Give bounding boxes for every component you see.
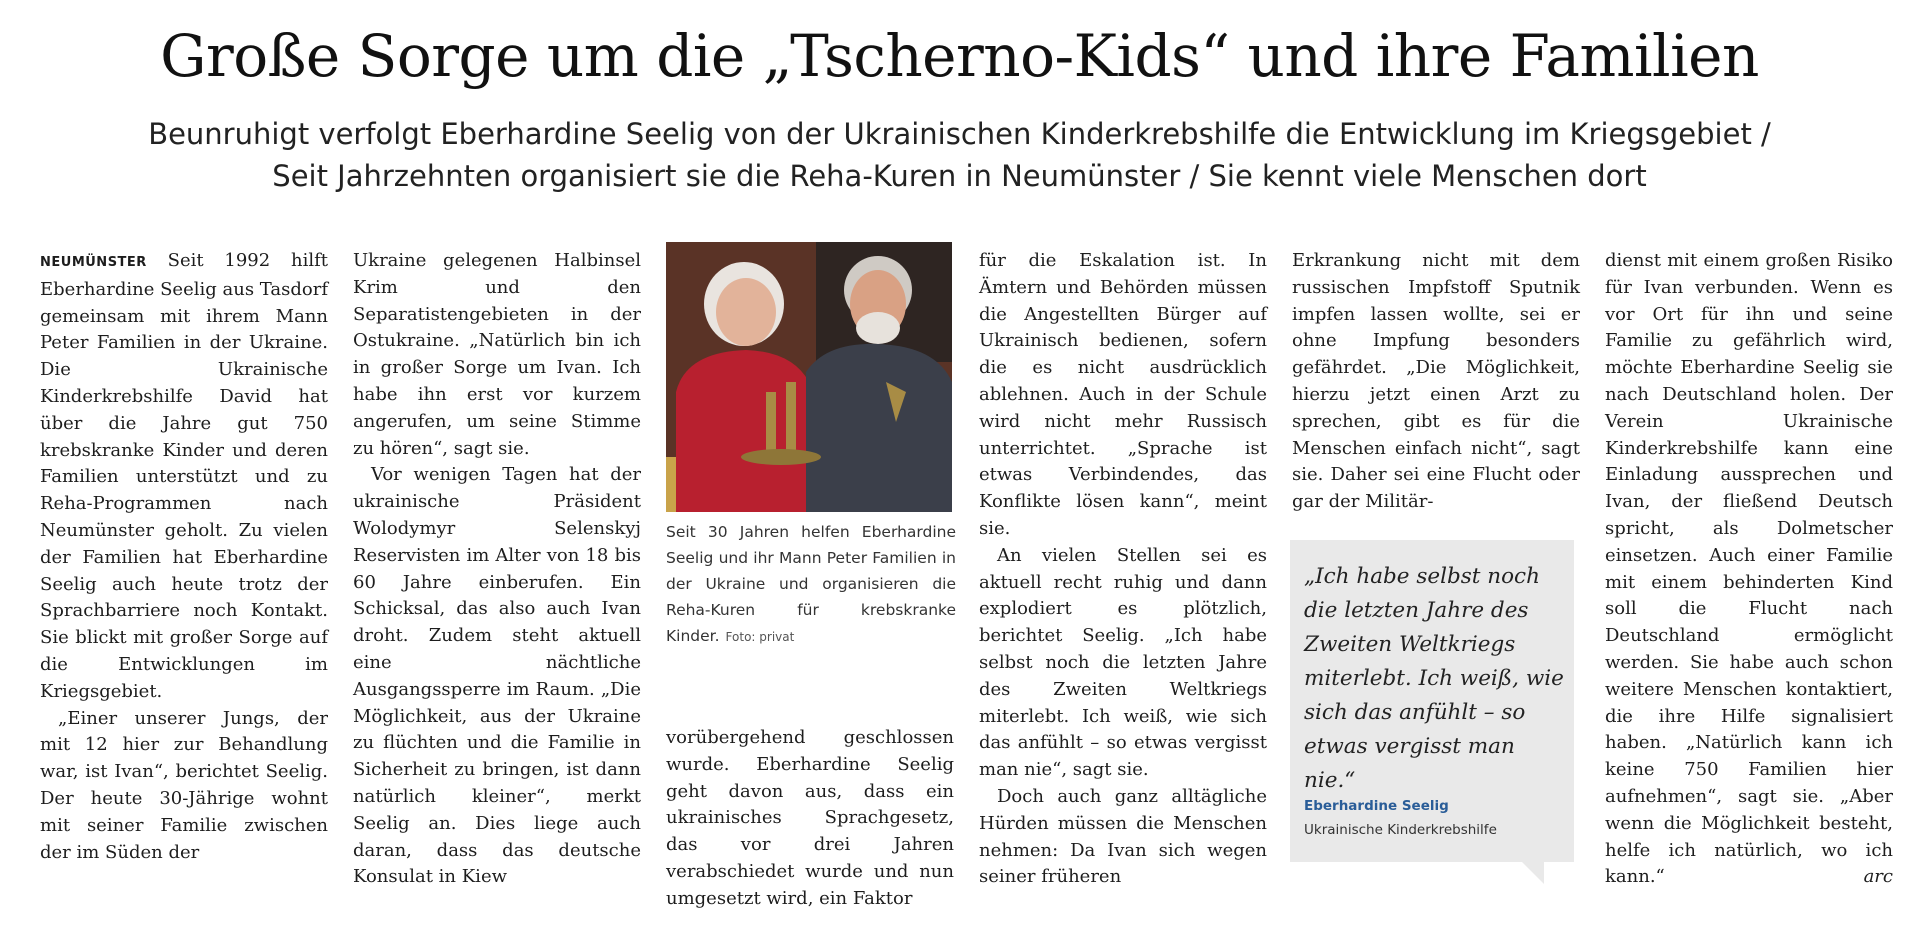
paragraph: Erkrankung nicht mit dem russischen Impfstoff Sputnik impfen lassen wollte, sei er ohne Impfung besonders gefährdet. „Die Möglichkeit, hierzu jetzt einen Arzt zu sprechen, gibt es für die Menschen einfach nicht“, sagt sie. Daher sei eine Flucht oder gar der Militär- — [1292, 250, 1580, 513]
article-column-2 — [353, 248, 641, 891]
article-column-6 — [1605, 248, 1893, 891]
paragraph: Ukraine gelegenen Halbinsel Krim und den Separatistengebieten in der Ostukraine. „Natürlich bin ich in großer Sorge um Ivan. Ich habe ihn erst vor kurzem angerufen, um seine Stimme zu hören“, sagt sie. — [353, 250, 641, 459]
article-column-1 — [40, 248, 328, 866]
paragraph: vorübergehend geschlossen wurde. Eberhardine Seelig geht davon aus, dass ein ukrainisches Sprachgesetz, das vor drei Jahren verabschiedet wurde und nun umgesetzt wird, ein Faktor — [666, 727, 954, 909]
quote-text: „Ich habe selbst noch die letzten Jahre des Zweiten Weltkriegs miterlebt. Ich weiß, wie sich das anfühlt – so etwas vergisst man nie.“ — [1304, 564, 1564, 793]
pull-quote — [1290, 540, 1574, 862]
photo-caption — [666, 519, 956, 650]
article-column-4 — [979, 248, 1267, 891]
paragraph — [1605, 248, 1893, 891]
article-column-3 — [666, 725, 954, 913]
paragraph-text: dienst mit einem großen Risiko für Ivan verbunden. Wenn es vor Ort für ihn und seine Familie zu gefährlich wird, möchte Eberhardine Seelig sie nach Deutschland holen. Der Verein Ukrainische Kinderkrebshilfe kann eine Einladung aussprechen und Ivan, der fließend Deutsch spricht, als Dolmetscher einsetzen. Auch einer Familie mit einem behinderten Kind soll die Flucht nach Deutschland ermöglicht werden. Sie habe auch schon weitere Menschen kontaktiert, die ihre Hilfe signalisiert haben. „Natürlich kann ich keine 750 Familien hier aufnehmen“, sagt sie. „Aber wenn die Möglichkeit besteht, helfe ich natürlich, wo ich kann.“ — [1605, 250, 1893, 888]
article-photo — [666, 242, 952, 512]
quote-author: Eberhardine Seelig — [1304, 798, 1449, 814]
article-subline-1: Beunruhigt verfolgt Eberhardine Seelig von der Ukrainischen Kinderkrebshilfe die Entwicklung im Kriegsgebiet / — [148, 117, 1771, 151]
paragraph-text: Seit 1992 hilft Eberhardine Seelig aus Tasdorf gemeinsam mit ihrem Mann Peter Familien in der Ukraine. Die Ukrainische Kinderkrebshilfe David hat über die Jahre gut 750 krebskranke Kinder und deren Familien unterstützt und zu Reha-Programmen nach Neumünster geholt. Zu vielen der Familien hat Eberhardine Seelig auch heute trotz der Sprachbarriere noch Kontakt. Sie blickt mit großer Sorge auf die Entwicklungen im Kriegsgebiet. — [40, 250, 328, 702]
article-column-5 — [1292, 248, 1580, 516]
author-signature: arc — [1863, 866, 1893, 888]
paragraph: Vor wenigen Tagen hat der ukrainische Präsident Wolodymyr Selenskyj Reservisten im Alter von 18 bis 60 Jahre einberufen. Ein Schicksal, das also auch Ivan droht. Zudem steht aktuell eine nächtliche Ausgangssperre im Raum. „Die Möglichkeit, aus der Ukraine zu flüchten und die Familie in Sicherheit zu bringen, ist dann natürlich kleiner“, merkt Seelig an. Dies liege auch daran, dass das deutsche Konsulat in Kiew — [353, 464, 641, 888]
paragraph — [40, 248, 328, 706]
article-headline: Große Sorge um die „Tscherno-Kids“ und ihre Familien — [160, 22, 1759, 90]
paragraph: „Einer unserer Jungs, der mit 12 hier zur Behandlung war, ist Ivan“, berichtet Seelig. Der heute 30-Jährige wohnt mit seiner Familie zwischen der im Süden der — [40, 707, 328, 863]
paragraph: für die Eskalation ist. In Ämtern und Behörden müssen die Angestellten Bürger auf Ukrainisch bedienen, sofern die es nicht ausdrücklich ablehnen. Auch in der Schule wird nicht mehr Russisch unterrichtet. „Sprache ist etwas Verbindendes, das Konflikte lösen kann“, meint sie. — [979, 250, 1267, 539]
article-subline-2: Seit Jahrzehnten organisiert sie die Reha-Kuren in Neumünster / Sie kennt viele Menschen dort — [272, 159, 1647, 193]
paragraph: An vielen Stellen sei es aktuell recht ruhig und dann explodiert es plötzlich, berichtet Seelig. „Ich habe selbst noch die letzten Jahre des Zweiten Weltkriegs miterlebt. Ich weiß, wie sich das anfühlt – so etwas vergisst man nie“, sagt sie. — [979, 544, 1267, 781]
caption-text: Seit 30 Jahren helfen Eberhardine Seelig und ihr Mann Peter Familien in der Ukraine und organisieren die Reha-Kuren für krebskranke Kinder. — [666, 523, 956, 645]
dateline: NEUMÜNSTER — [40, 255, 147, 270]
paragraph: Doch auch ganz alltägliche Hürden müssen die Menschen nehmen: Da Ivan sich wegen seiner früheren — [979, 785, 1267, 888]
quote-organization: Ukrainische Kinderkrebshilfe — [1304, 822, 1497, 838]
photo-illustration — [666, 242, 952, 512]
photo-credit: Foto: privat — [725, 630, 795, 644]
